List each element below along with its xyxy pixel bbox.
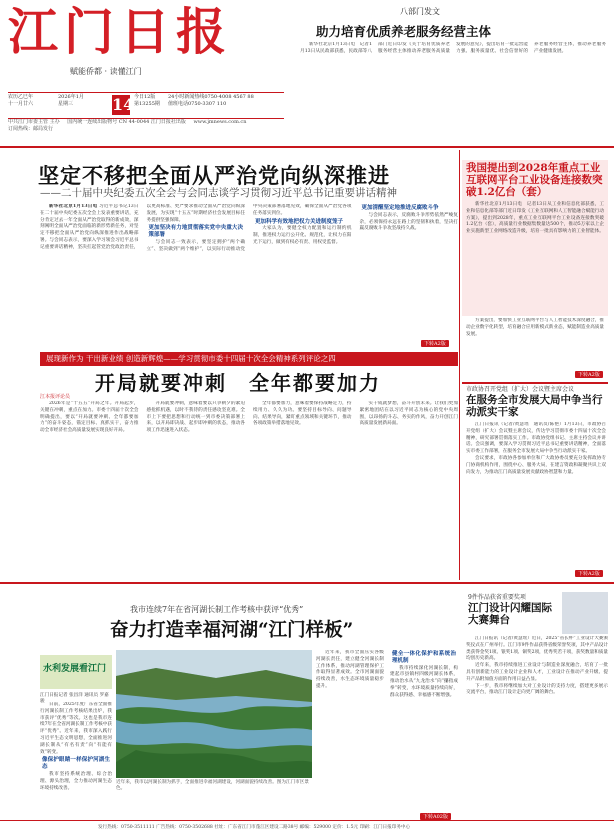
award-kicker: 9件作品获省重要奖项: [468, 594, 526, 601]
right-jump[interactable]: 下转A2版: [575, 570, 603, 577]
award-photo: [562, 592, 608, 634]
river-photo-caption: 近年来，我市以河湖长制为抓手，全面推进幸福河湖建设，河湖面貌持续改善。图为江门市区景色。: [116, 780, 309, 791]
duty-phone: 值班电话0750-3307 110: [168, 101, 227, 107]
side-headline: 我国提出到2028年重点工业互联网平台工业设备连接数突破1.2亿台（套）: [466, 162, 603, 198]
river-body-right: 近年来，我市全面压实各级河湖长责任，建立健全河湖长制工作体系，推动河湖管理保护工作取得显著成效。全市河湖面貌持续改善，水生态环境质量稳步提升。 健全一体化保护和系统治理机制 我市持续深化河湖长制，构建起市县镇村四级河湖长体系，推动治水从“九龙治水”向“攥指成拳”转变，水环境质量持续向好，群众获得感、幸福感不断增强。: [316, 650, 458, 698]
news-hotline: 24小时新闻热线0750-4008 4567 88: [168, 94, 254, 100]
side-body: 新华社北京1月13日电 记者13日从工业和信息化部获悉，工业和信息化部等部门近日印发《工业互联网和人工智能融合赋能行动方案》，提出到2028年，重点工业互联网平台工业设备连接数突破1.2亿台（套），高质量行业数据集数量达500个，推动5万家以上企业实施新型工业网络改造升级，培育一批具有影响力的工业智能体。: [466, 202, 604, 235]
river-headline: 奋力打造幸福河湖“江门样板”: [110, 620, 354, 641]
top-right-body: 新华社北京1月13日电 记者1月13日从民政部获悉，民政部等八部门近日印发《关于培育优质养老服务经营主体推动养老服务高质量发展的意见》，提出培育一批运营能力强、服务质量优、社会信誉好的养老服务经营主体，推动养老服务产业健康发展。: [300, 42, 606, 54]
side-body-cont: 方案提出，要加快工业互联网平台与人工智能技术深度融合，推动企业数字化转型，培育融合应用新模式新业态，赋能制造业高质量发展。: [466, 318, 604, 337]
right-headline: 在服务全市发展大局中争当行动派实干家: [466, 394, 603, 418]
river-section-tag: [40, 655, 112, 689]
page-count: 今日12版: [134, 94, 156, 100]
award-headline: 江门设计闪耀国际大赛舞台: [468, 602, 552, 626]
lunar-day: 十一月廿六: [8, 101, 34, 107]
river-subhead-2: 健全一体化保护和系统治理机制: [392, 651, 456, 664]
lead-jump[interactable]: 下转A2版: [421, 340, 449, 347]
lead-headline: 坚定不移把全面从严治党向纵深推进: [38, 163, 390, 188]
lead-subhead-2: 更加科学有效地把权力关进制度笼子: [255, 218, 344, 225]
vertical-divider: [459, 150, 460, 580]
top-right-headline: 助力培育优质养老服务经营主体: [316, 24, 492, 39]
right-body: 江门日报讯（记者/黄慧瑶 通讯员/陈艳）1月13日，市政协召开党组（扩大）会议暨主席会议，传达学习贯彻市委十四届十次全会精神，研究部署贯彻落实工作。市政协党组书记、主席主持会议并讲话。会议强调，要深入学习贯彻习近平总书记重要讲话精神，全面落实市委工作部署，在服务全市发展大局中争当行动派实干家。 会议要求，市政协各参加单位和广大政协委员要充分发挥政协专门协商机构作用，围绕中心、服务大局，在建言资政和凝聚共识上双向发力，为推动江门高质量发展贡献政协智慧和力量。: [466, 422, 606, 475]
river-jump[interactable]: 下转A02版: [420, 813, 451, 820]
sponsor: 中共江门市委主管 主办: [8, 119, 60, 125]
commentary-body: 2026年是“十五五”开局之年。开局起步，关键在冲刺，重点在加力。市委十四届十次全会明确提出，要以“开局就要冲刺、全年都要加力”的奋斗姿态，锚定目标、真抓实干，奋力推动全市经济社会高质量发展实现良好开局。 开局就要冲刺，意味着要以只争朝夕的紧迫感抢抓机遇，以时不我待的责任感攻坚克难。全市上下要把思想和行动统一到市委决策部署上来，以开局即决战、起步即冲刺的状态，推动各项工作迅速进入状态。 全年都要加力，意味着要保持战略定力，持续用力、久久为功。要坚持目标导向、问题导向、结果导向，紧盯重点领域和关键环节，推动各项政策举措落地见效。 实干成就梦想，奋斗开创未来。让我们更加紧密地团结在以习近平同志为核心的党中央周围，以昂扬的斗志、务实的作风，奋力开创江门高质量发展新局面。: [40, 401, 458, 434]
top-right-kicker: 八部门发文: [400, 7, 440, 16]
river-byline: 江门日报记者 张昌洋 通讯员 罗嘉骏: [40, 693, 109, 704]
divider-top: [0, 146, 614, 148]
side-jump[interactable]: 下转A2版: [575, 371, 603, 378]
cn-number: 国内统一连续出版物号 CN 44-0044 江门日报社出版: [67, 119, 186, 125]
commentary-banner: 展现新作为 干出新业绩 创造新辉煌——学习贯彻市委十四届十次全会精神系列评论之四: [40, 352, 458, 366]
river-subhead-1: 像保护眼睛一样保护河湖生态: [42, 757, 110, 771]
lead-subhead-1: 更加坚决有力地贯彻落实党中央重大决策部署: [148, 225, 243, 239]
masthead-info-bar: [8, 92, 284, 116]
river-kicker: 我市连续7年在省河湖长制工作考核中获评“优秀”: [130, 605, 304, 614]
lead-body: 新华社北京1月13日电 习近平总书记13日在二十届中央纪委五次全会上发表重要讲话，充分肯定过去一年全面从严治党取得的新成效，深刻阐明全面从严治党面临的新形势新任务，对坚定不移把全面从严治党向纵深推进作出战略部署。与会同志表示，要深入学习领会习近平总书记重要讲话精神，坚决扛起管党治党政治责任，以更高标准、更严要求推动全面从严治党向纵深发展，为实现“十五五”时期经济社会发展目标任务提供坚强保障。 更加坚决有力地贯彻落实党中央重大决策部署 与会同志一致表示，要坚定拥护“两个确立”、坚决做到“两个维护”，以实际行动推动党中央决策部署落地见效，确保全面从严治党各项任务落实到位。 更加科学有效地把权力关进制度笼子 大家认为，要健全权力配置和运行制约机制，推进权力运行公开化、规范化，让权力在阳光下运行，做到有权必有责、用权受监督。 更加清醒坚定地推进反腐败斗争 与会同志表示，反腐败斗争形势依然严峻复杂，必须保持永远在路上的坚韧和执着，坚决打赢反腐败斗争攻坚战持久战。: [40, 204, 458, 252]
issue-number: 第13255期: [134, 101, 160, 107]
day-number: 14: [112, 95, 135, 114]
lunar-date: 农历乙巳年: [8, 94, 34, 100]
subscribe-info: 订阅热线：邮局发行: [8, 126, 54, 132]
right-kicker: 市政协召开党组（扩大）会议暨主席会议: [466, 386, 575, 393]
award-body: 江门日报讯（记者/黄慧瑶）近日，2025“省长杯”工业设计大赛颁奖仪式在广州举行。江门市9件作品获得省级荣誉奖项，其中产品设计类获得金奖1项、银奖1项、铜奖2项，优秀奖若干项，获奖数量和质量均创历史新高。 近年来，我市持续推进工业设计与制造业深度融合，培育了一批具有创新能力的工业设计企业和人才，工业设计在推动产业升级、提升产品附加值方面的作用日益凸显。 下一步，我市将继续加大对工业设计的支持力度，搭建更多展示交流平台，推动江门设计走向更广阔的舞台。: [466, 636, 608, 696]
commentary-headline: 开局就要冲刺 全年都要加力: [95, 371, 381, 395]
lead-subhead-3: 更加清醒坚定地推进反腐败斗争: [361, 205, 439, 211]
footer-bar: 发行热线：0750-3511111 广告热线：0750-3502688 社址：广东省江门市蓬江区建设二路38号 邮编：529000 定价：1.5元 印刷：江门日报印务中心: [0, 820, 614, 833]
publisher-bar: [8, 118, 284, 132]
weekday: 星期三: [58, 101, 74, 107]
masthead-slogan: 赋能侨都 · 读懂江门: [70, 67, 142, 76]
river-landscape-image: [116, 650, 312, 778]
river-body-left: 日前，2025年度广东省全面推行河湖长制工作考核结果出炉，我市获评“优秀”等次。这也是我市连续7年在全省河湖长制工作考核中获评“优秀”。近年来，我市深入践行习近平生态文明思想，全面推进河湖长制从“有名有责”向“有能有效”转变。 像保护眼睛一样保护河湖生态 我市坚持系统治理、综合治理、源头治理，全力推动河湖生态环境持续改善。: [40, 702, 112, 791]
date-month: 2026年1月: [58, 94, 84, 100]
masthead-title: 江门日报: [8, 2, 232, 61]
river-photo: [116, 650, 312, 778]
divider-middle: [0, 582, 614, 584]
green-tag-text: 水利发展看江门: [43, 664, 107, 674]
website: www.jmnews.com.cn: [193, 119, 247, 125]
commentary-author: 江本报评论员: [40, 394, 71, 400]
side-story-box: [462, 160, 608, 316]
lead-subheadline: ——二十届中央纪委五次全会与会同志谈学习贯彻习近平总书记重要讲话精神: [40, 187, 397, 199]
